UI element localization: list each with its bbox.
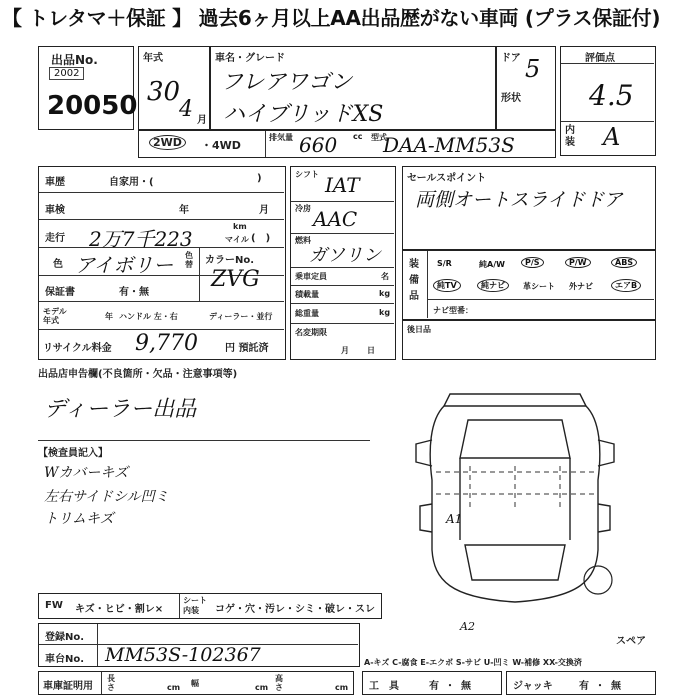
chassis-label: 車台No. [45,654,85,665]
ac-value: AAC [313,207,358,231]
equip-ext-navi: 外ナビ [569,282,593,291]
interior-value: A [603,123,621,151]
post-date-label: 後日品 [407,325,431,334]
model-name: フレアワゴン [221,70,353,95]
damage-mark-a2: A2 [460,620,475,633]
capacity-unit: 名 [381,272,389,281]
inspection-month-unit: 月 [259,205,269,216]
cert-height-unit: cm [335,683,349,692]
jack-box [506,671,656,695]
model-year-unit: 年 [105,312,113,321]
cert-height: 高さ [275,674,283,692]
equip-abs: ABS [611,257,637,268]
equip-navi: 純ナビ [477,279,509,292]
cert-length: 長さ [107,674,115,692]
year-month: 4 [179,97,193,122]
chassis-value: MM53S-102367 [105,644,261,666]
displacement-value: 660 [299,133,338,157]
history-label: 車歴 [45,177,65,188]
weight-unit: kg [379,308,391,317]
mileage-value: 2万7千223 [89,227,193,251]
damage-mark-a1: A1 [446,512,463,526]
equipment-box [402,250,656,320]
tools-label: 工具 [369,681,409,692]
score-value: 4.5 [589,79,634,112]
sales-point-label: セールスポイント [407,173,487,184]
registration-label: 登録No. [45,632,85,643]
shift-value: IAT [325,173,360,197]
recycle-label: リサイクル料金 [43,343,112,354]
seller-notes-label: 出品店申告欄(不良箇所・欠品・注意事項等) [38,369,238,380]
name-change-label: 名変期限 [295,328,327,337]
sales-point-value: 両側オートスライドドア [415,189,623,211]
doors-box [496,46,556,130]
lot-number: 20050 [47,91,138,121]
score-box [560,46,656,156]
sales-point-box [402,166,656,250]
history-close: ) [257,173,262,184]
cert-width-unit: cm [255,683,269,692]
tools-box [362,671,502,695]
shape-label: 形状 [501,93,521,104]
model-label: 車名・グレード [215,53,285,64]
displacement-unit: cc [353,132,363,141]
drive-2wd: 2WD [149,135,186,150]
fw-items: キズ・ヒビ・割レ× [75,604,164,615]
equip-airbag: エアB [611,279,641,292]
model-handle: ハンドル 左・右 [119,312,178,321]
displacement-label: 排気量 [269,133,293,142]
seat-items: コゲ・穴・汚レ・シミ・破レ・スレ [215,604,375,615]
type-value: DAA-MM53S [383,133,515,157]
model-box [210,46,496,130]
year-box [138,46,210,130]
model-year-label: モデル年式 [43,307,67,325]
model-dealer: ディーラー・並行 [209,312,273,321]
spec-box [290,166,396,360]
doors-label: ドア [501,53,521,64]
recycle-unit: 円 預託済 [225,343,269,354]
jack-label: ジャッキ [513,681,553,692]
type-label: 型式 [371,133,387,142]
fw-label: FW [45,600,63,611]
color-label: 色 [53,259,63,270]
inspector-notes-label: 【検査員記入】 [38,448,108,459]
details-box [38,166,286,360]
car-damage-diagram [410,380,620,615]
load-unit: kg [379,289,391,298]
mileage-paren: ( ) [251,233,271,244]
mileage-unit-mile: マイル [225,235,249,244]
recycle-value: 9,770 [135,331,198,356]
inspector-note-2: 左右サイドシル凹ミ [44,489,169,505]
equip-pw: P/W [565,257,591,268]
inspector-note-1: Wカバーキズ [44,465,129,481]
year-month-suffix: 月 [197,115,207,126]
inspector-note-3: トリムキズ [44,511,114,527]
inspection-year-unit: 年 [179,205,189,216]
equip-alloy: 純A/W [479,260,505,269]
name-change-unit: 月日 [341,346,393,355]
tools-value: 有・無 [429,681,477,692]
cert-width: 幅 [191,679,199,688]
fuel-value: ガソリン [309,245,381,266]
lot-stamp: 2002 [49,67,84,80]
equip-ps: P/S [521,257,544,268]
fuel-label: 燃料 [295,236,311,245]
spare-label: スペア [616,636,646,647]
interior-label: 内装 [565,125,575,148]
auction-banner: 【 トレタマ＋保証 】 過去6ヶ月以上AA出品歴がない車両 (プラス保証付) [2,6,661,30]
year-label: 年式 [143,53,163,64]
inspection-label: 車検 [45,205,65,216]
color-value: アイボリー [75,253,174,277]
fw-row [38,593,382,619]
weight-label: 総重量 [295,309,319,318]
navi-model-label: ナビ型番： [433,306,473,315]
cert-length-unit: cm [167,683,181,692]
warranty-value: 有・無 [119,287,149,298]
mileage-unit-km: km [233,222,247,231]
capacity-label: 乗車定員 [295,272,327,281]
equipment-label: 装備品 [409,259,419,302]
jack-value: 有・無 [579,681,627,692]
equip-sr: S/R [437,259,452,268]
score-label: 評価点 [585,53,615,64]
equip-leather: 革シート [523,282,555,291]
lot-label: 出品No. [51,53,98,67]
load-label: 積載量 [295,290,319,299]
certificate-label: 車庫証明用 [43,681,93,692]
color-change-label: 色替 [185,251,193,269]
drive-row [138,130,556,158]
history-value: 自家用・( [109,177,154,188]
shift-label: シフト [295,170,319,179]
year-value: 30 [147,77,181,107]
equip-tv: 純TV [433,279,461,292]
spare-tire-icon [584,566,612,594]
seat-label: シート内装 [183,596,207,615]
mileage-label: 走行 [45,233,65,244]
model-grade: ハイブリッドXS [223,102,384,127]
lot-box [38,46,138,130]
registration-box [38,623,360,667]
color-code-value: ZVG [211,267,260,292]
ac-label: 冷房 [295,204,311,213]
damage-legend: A-キズ C-腐食 E-エクボ S-サビ U-凹ミ W-補修 XX-交換済 [364,658,582,667]
doors-value: 5 [525,55,541,83]
drive-4wd: ・4WD [201,139,241,152]
post-date-box [402,320,656,360]
color-code-label: カラーNo. [205,255,255,266]
certificate-box [38,671,354,695]
warranty-label: 保証書 [45,287,75,298]
seller-notes-text: ディーラー出品 [44,397,197,422]
